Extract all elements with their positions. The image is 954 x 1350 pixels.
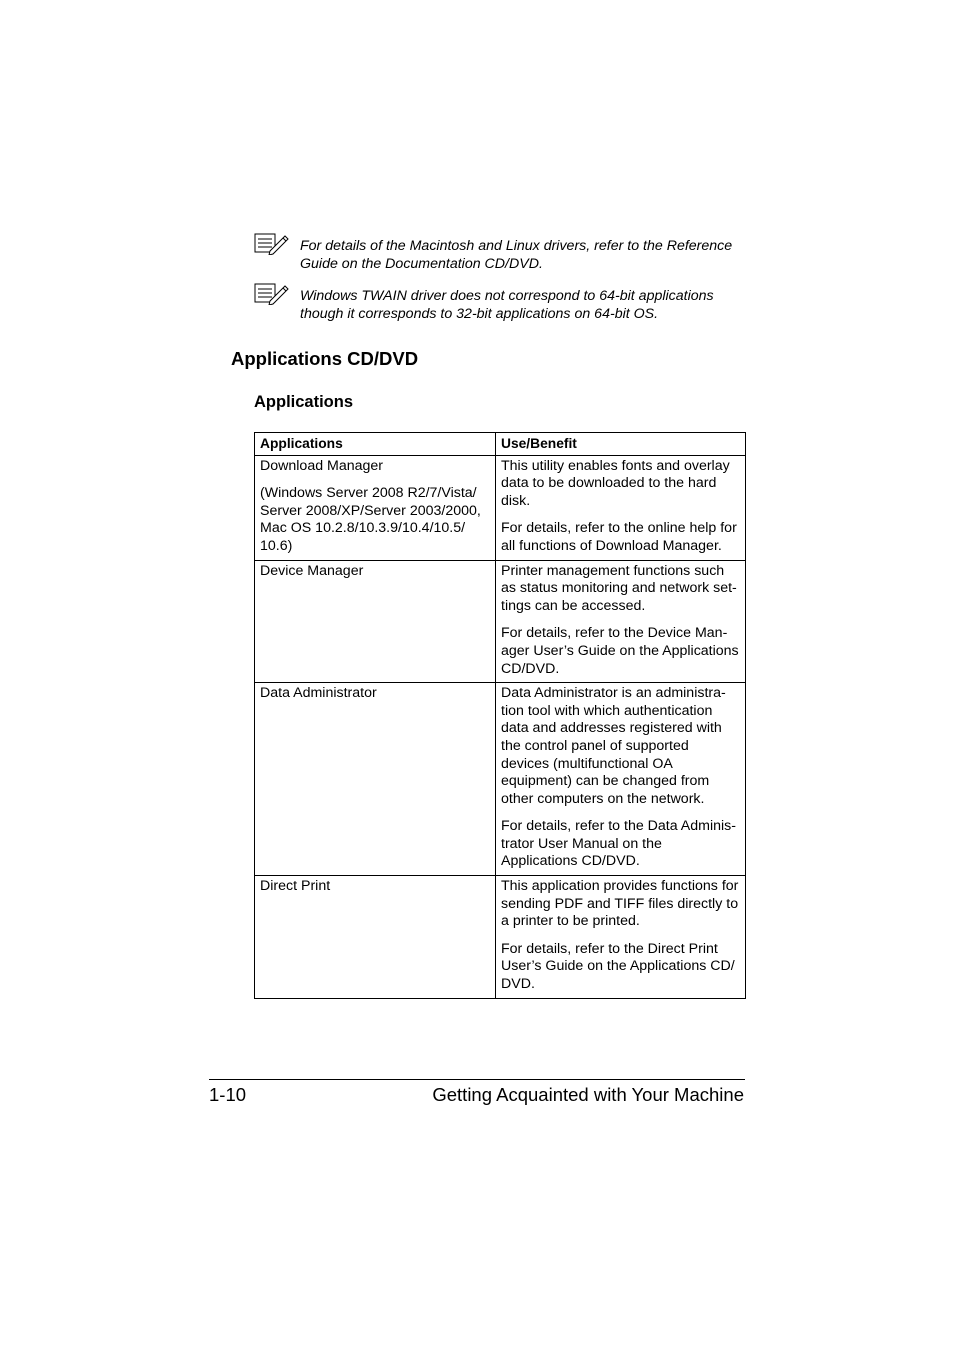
app-cell xyxy=(255,455,496,560)
benefit-text: Printer management functions such as status monitoring and network set-tings can be accessed. xyxy=(501,562,737,614)
table-row xyxy=(255,683,746,876)
benefit-cell xyxy=(496,560,746,683)
chapter-title: Getting Acquainted with Your Machine xyxy=(432,1084,744,1105)
benefit-text: For details, refer to the Device Man-ager User’s Guide on the Applications CD/DVD. xyxy=(501,625,739,677)
table-row xyxy=(255,876,746,999)
note-pencil-icon xyxy=(254,231,290,255)
benefit-cell xyxy=(496,683,746,876)
note-text: For details of the Macintosh and Linux drivers, refer to the Reference Guide on the Documentation CD/DVD. xyxy=(300,238,733,272)
app-cell xyxy=(255,683,496,876)
column-header-applications: Applications xyxy=(255,433,496,456)
benefit-text: This application provides functions for sending PDF and TIFF files directly to a printer to be printed. xyxy=(501,878,739,930)
table-row xyxy=(255,560,746,683)
benefit-text: For details, refer to the Data Adminis-trator User Manual on the Applications CD/DVD. xyxy=(501,818,736,870)
benefit-text: For details, refer to the online help for all functions of Download Manager. xyxy=(501,520,737,554)
app-platforms: (Windows Server 2008 R2/7/Vista/ Server 2008/XP/Server 2003/2000, Mac OS 10.2.8/10.3.9/10.4/10.5/ 10.6) xyxy=(260,485,481,554)
table-row xyxy=(255,455,746,560)
benefit-text: For details, refer to the Direct Print User’s Guide on the Applications CD/ DVD. xyxy=(501,940,735,993)
subsection-title: Applications xyxy=(254,393,354,411)
table-header-row xyxy=(255,433,746,456)
note-pencil-icon xyxy=(254,281,290,305)
app-cell xyxy=(255,876,496,999)
section-title: Applications CD/DVD xyxy=(231,348,419,369)
benefit-text: Data Administrator is an administra-tion tool with which authentication data and addresses registered with the control panel of supported devices (multifunctional OA equipment) can be changed from other computers on the network. xyxy=(501,685,726,807)
footer-divider xyxy=(209,1079,745,1080)
applications-table xyxy=(254,432,746,999)
benefit-cell xyxy=(496,876,746,999)
app-name: Direct Print xyxy=(260,878,331,895)
note-text: Windows TWAIN driver does not correspond to 64-bit applications though it corresponds to 32-bit applications on 64-bit OS. xyxy=(300,288,714,322)
app-name: Data Administrator xyxy=(260,685,377,702)
benefit-text: This utility enables fonts and overlay data to be downloaded to the hard disk. xyxy=(501,457,730,509)
benefit-cell xyxy=(496,455,746,560)
app-name: Device Manager xyxy=(260,562,364,579)
app-name: Download Manager xyxy=(260,457,384,474)
page-number: 1-10 xyxy=(209,1084,247,1105)
app-cell xyxy=(255,560,496,683)
column-header-use-benefit: Use/Benefit xyxy=(496,433,746,456)
